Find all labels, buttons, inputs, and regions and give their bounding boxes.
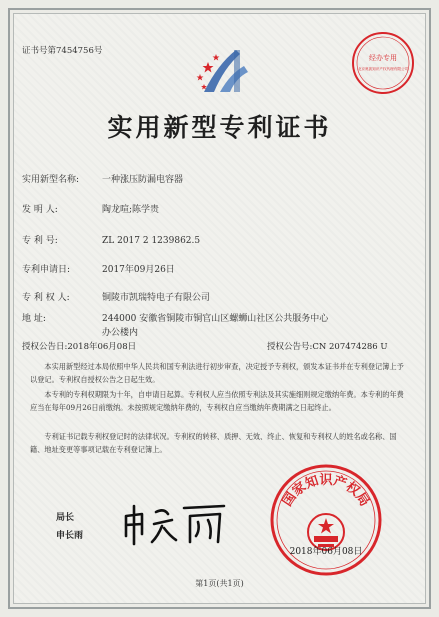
field-value: 铜陵市凯瑞特电子有限公司 [102,293,211,303]
page-title: 实用新型专利证书 [107,113,332,142]
agency-stamp-subtitle: 经办专用 [369,54,397,62]
field-value: ZL 2017 2 1239862.5 [102,236,201,246]
field-label: 发 明 人: [22,205,58,215]
field-label: 实用新型名称: [22,175,80,185]
field-label: 地 址: [22,314,46,324]
field-patentee [22,290,210,303]
field-label: 专利申请日: [22,265,71,275]
authorization-row [22,340,417,352]
auth-number: 授权公告号:CN 207474286 U [267,342,388,352]
agency-stamp-icon [350,30,416,96]
seal-text: 国家知识产权局 [280,473,372,510]
field-value: 一种涨压防漏电容器 [102,175,184,185]
field-label: 专 利 权 人: [22,293,70,303]
paragraph-3: 专利证书记载专利权登记时的法律状况。专利权的转移、质押、无效、终止、恢复和专利权人的姓名或名称、国籍、地址变更等事项记载在专利登记簿上。 [30,432,397,454]
paragraph-1: 本实用新型经过本局依照中华人民共和国专利法进行初步审查，决定授予专利权，颁发本证书并在专利登记簿上予以登记。专利权自授权公告之日起生效。 [30,362,404,384]
field-filing-date [22,262,175,275]
seal-date: 2018年06月08日 [289,547,363,557]
field-value: 陶龙喧;陈学贵 [102,205,160,215]
handwritten-signature [120,498,230,548]
auth-date: 授权公告日:2018年06月08日 [22,342,137,352]
page-footer: 第1页(共1页) [195,579,244,588]
certificate-number: 证书号第7454756号 [22,46,103,56]
agency-stamp-text: 北京奥凯知识产权代理有限公司 [357,67,409,71]
national-ip-seal-icon [268,462,384,578]
cnipa-logo-icon [196,44,252,96]
signature-title: 局长 [56,513,75,523]
field-address [22,311,328,324]
field-value: 244000 安徽省铜陵市铜官山区螺蛳山社区公共服务中心 [102,314,329,324]
field-utility-name [22,172,183,185]
signature-name: 申长雨 [56,531,84,541]
paragraph-2: 本专利的专利权期限为十年，自申请日起算。专利权人应当依照专利法及其实施细则规定缴纳年费。本专利的年费应当在每年09月26日前缴纳。未按照规定缴纳年费的，专利权自应当缴纳年费期满之日起终止。 [30,390,404,412]
address-line-2: 办公楼内 [102,328,139,338]
field-label: 专 利 号: [22,236,58,246]
field-value: 2017年09月26日 [102,265,175,275]
field-patent-number [22,233,200,246]
field-inventor [22,202,159,215]
